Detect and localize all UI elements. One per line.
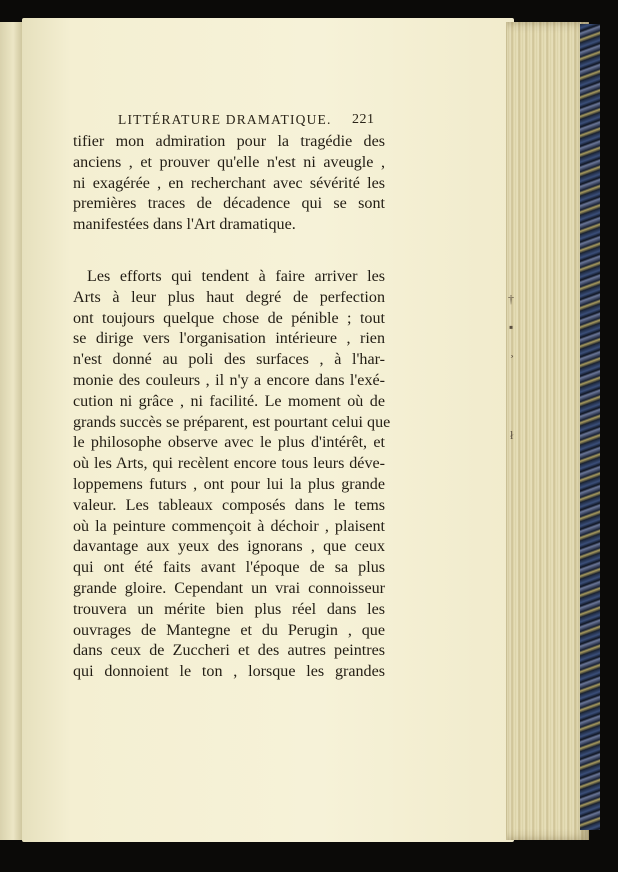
text-line: manifestées dans l'Art dramatique. (73, 216, 296, 234)
text-line: grande gloire. Cependant un vrai connoisseur (73, 579, 385, 597)
text-line: où la peinture commençoit à déchoir , plaisent (73, 517, 385, 535)
text-line: loppemens futurs , ont pour lui la plus grande (73, 475, 385, 493)
text-line: qui donnoient le ton , lorsque les grandes (73, 663, 385, 681)
margin-mark: ▪ (509, 320, 514, 334)
text-line: se dirige vers l'organisation intérieure , rien (73, 330, 385, 348)
text-line: cution ni grâce , ni facilité. Le moment où de (73, 392, 385, 410)
page-header (22, 112, 514, 132)
text-line: Les efforts qui tendent à faire arriver les (87, 267, 385, 285)
text-line: davantage aux yeux des ignorans , que ceux (73, 538, 385, 556)
text-line: grands succès se préparent, est pourtant celui que (73, 413, 391, 431)
text-line: monie des couleurs , il n'y a encore dans l'exé- (73, 371, 385, 389)
text-line: n'est donné au poli des surfaces , à l'har- (73, 351, 385, 369)
page-edges (506, 22, 589, 840)
text-line: ont toujours quelque chose de pénible ; tout (73, 309, 385, 327)
text-line: premières traces de décadence qui se sont (73, 195, 385, 213)
paragraph (73, 132, 385, 236)
margin-mark: † (508, 292, 514, 306)
paragraph (73, 267, 391, 683)
text-line: ouvrages de Mantegne et du Perugin , que (73, 621, 385, 639)
running-head: LITTÉRATURE DRAMATIQUE. (118, 112, 332, 127)
margin-mark: ł (510, 428, 514, 442)
marbled-cover (580, 24, 600, 830)
text-line: trouvera un mérite bien plus réel dans les (73, 600, 385, 618)
body-text (73, 132, 391, 683)
text-line: dans ceux de Zuccheri et des autres peintres (73, 642, 385, 660)
text-line: anciens , et prouver qu'elle n'est ni aveugle , (73, 153, 385, 171)
text-line: qui ont été faits avant l'époque de sa plus (73, 559, 385, 577)
text-line: le philosophe observe avec le plus d'intérêt, et (73, 434, 385, 452)
text-line: ni exagérée , en recherchant avec sévérité les (73, 174, 385, 192)
left-page-edge (0, 22, 23, 840)
text-line: Arts à leur plus haut degré de perfection (73, 288, 385, 306)
text-line: tifier mon admiration pour la tragédie des (73, 133, 385, 150)
margin-mark: ¸ (510, 344, 514, 358)
page-number: 221 (352, 112, 375, 127)
text-line: valeur. Les tableaux composés dans le tems (73, 496, 385, 514)
text-line: où les Arts, qui recèlent encore tous leurs déve- (73, 455, 385, 473)
